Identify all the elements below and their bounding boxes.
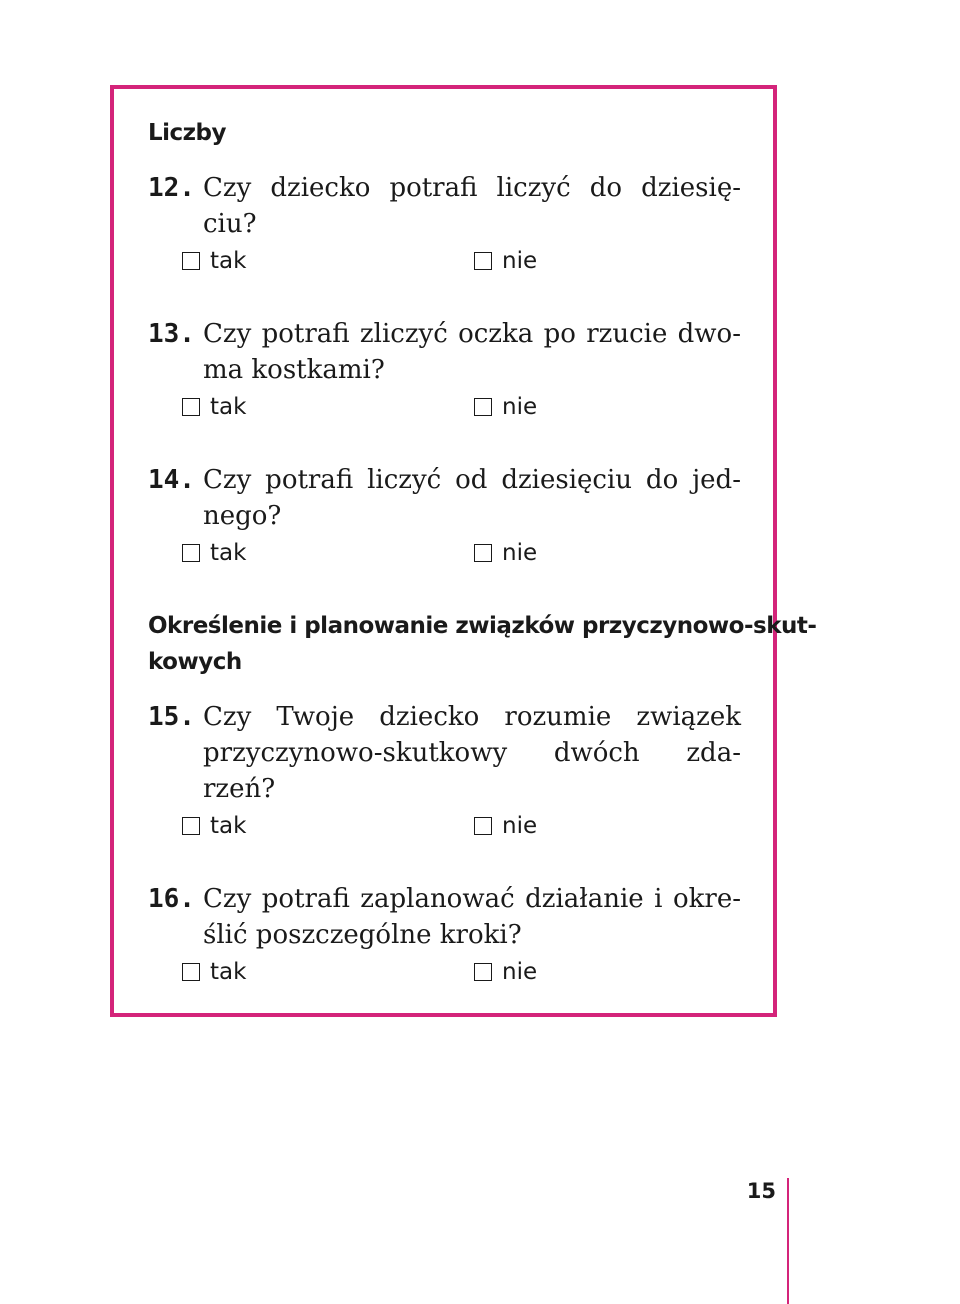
page-number-rule <box>787 1178 789 1304</box>
question-13-line-2: ma kostkami? <box>203 355 385 385</box>
question-14-option-nie[interactable]: nie <box>474 535 537 571</box>
checkbox-icon[interactable] <box>474 963 492 981</box>
question-16-option-nie[interactable]: nie <box>474 954 537 990</box>
question-15-number: 15. <box>148 702 195 732</box>
question-14-number: 14. <box>148 465 195 495</box>
question-15-option-nie[interactable]: nie <box>474 808 537 844</box>
question-16-line-1: 16. Czy potrafi zaplanować działanie i okre- <box>148 881 741 917</box>
checkbox-icon[interactable] <box>474 252 492 270</box>
checkbox-icon[interactable] <box>182 544 200 562</box>
checkbox-icon[interactable] <box>474 817 492 835</box>
checkbox-icon[interactable] <box>474 544 492 562</box>
section-heading-liczby: Liczby <box>148 120 227 146</box>
question-14-line-2: nego? <box>203 501 282 531</box>
checkbox-icon[interactable] <box>182 398 200 416</box>
section-heading-zwiazki-line-2: kowych <box>148 649 242 675</box>
question-16-number: 16. <box>148 884 195 914</box>
checkbox-icon[interactable] <box>182 252 200 270</box>
question-16-line-2: ślić poszczególne kroki? <box>203 920 522 950</box>
page-number: 15 <box>746 1179 776 1203</box>
question-15-option-tak[interactable]: tak <box>182 808 246 844</box>
question-12-line-1: 12. Czy dziecko potrafi liczyć do dziesię- <box>148 170 741 206</box>
checkbox-icon[interactable] <box>182 817 200 835</box>
question-12-option-tak[interactable]: tak <box>182 243 246 279</box>
checkbox-icon[interactable] <box>182 963 200 981</box>
question-12-option-nie[interactable]: nie <box>474 243 537 279</box>
question-13-option-tak[interactable]: tak <box>182 389 246 425</box>
question-12-line-2: ciu? <box>203 209 257 239</box>
question-16-option-tak[interactable]: tak <box>182 954 246 990</box>
question-13-line-1: 13. Czy potrafi zliczyć oczka po rzucie dwo- <box>148 316 741 352</box>
question-14-line-1: 14. Czy potrafi liczyć od dziesięciu do jed- <box>148 462 741 498</box>
section-heading-zwiazki-line-1: Określenie i planowanie związków przyczynowo-skut- <box>148 613 817 639</box>
question-15-line-1: 15. Czy Twoje dziecko rozumie związek <box>148 699 741 735</box>
question-15-line-3: rzeń? <box>203 774 276 804</box>
checkbox-icon[interactable] <box>474 398 492 416</box>
question-15-line-2: przyczynowo-skutkowy dwóch zda- <box>203 738 741 768</box>
question-13-option-nie[interactable]: nie <box>474 389 537 425</box>
question-14-option-tak[interactable]: tak <box>182 535 246 571</box>
question-12-number: 12. <box>148 173 195 203</box>
question-13-number: 13. <box>148 319 195 349</box>
